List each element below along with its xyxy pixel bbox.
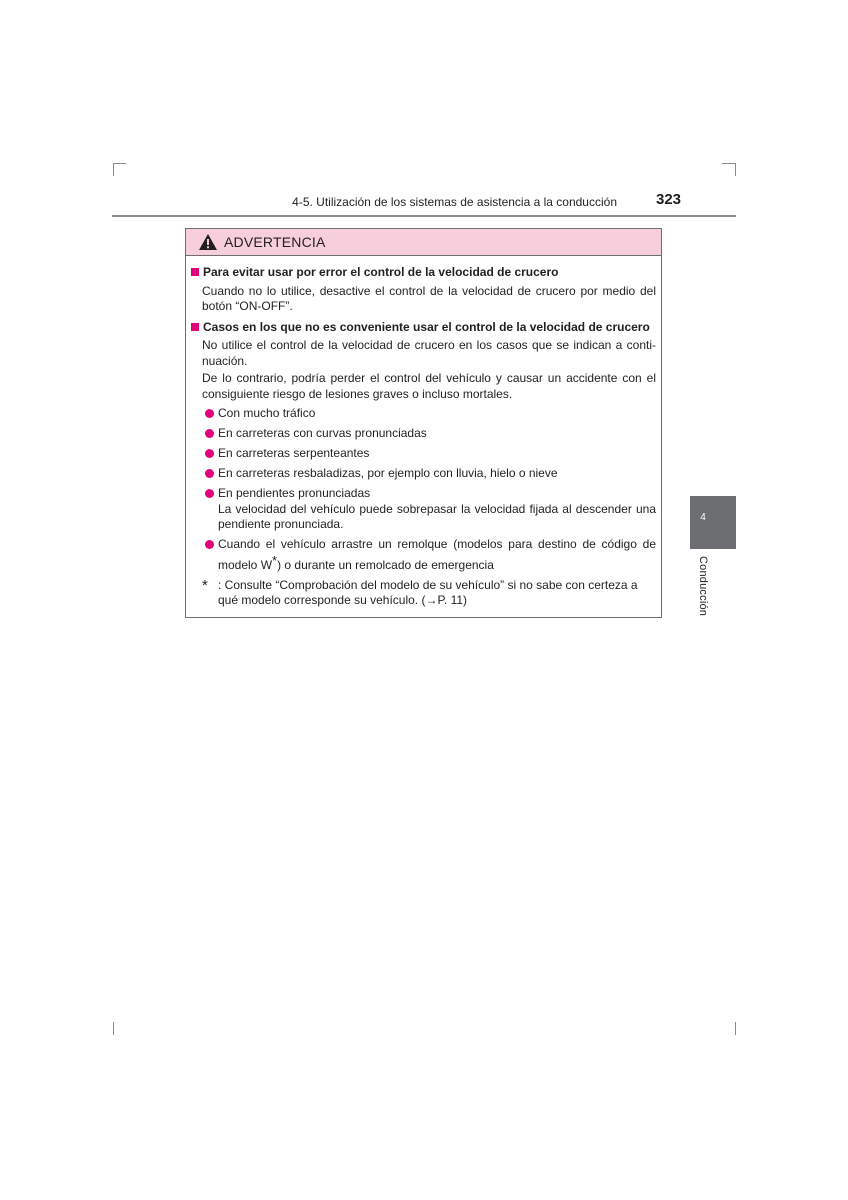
list-item <box>190 537 656 573</box>
list-item-text-block <box>218 537 656 573</box>
crop-mark-bottom-left-v <box>113 1022 114 1035</box>
warning-box <box>185 228 662 618</box>
footnote-text: : Consulte “Comprobación del modelo de su vehículo” si no sabe con certeza a qué modelo corresponde su vehículo. (→P. 11) <box>218 577 638 607</box>
chapter-label: Conducción <box>697 556 709 617</box>
section-heading <box>190 320 656 336</box>
warning-title: ADVERTENCIA <box>224 234 326 250</box>
list-item-text: En carreteras con curvas pronunciadas <box>218 426 427 440</box>
footnote <box>190 578 656 609</box>
square-bullet-icon <box>191 268 199 276</box>
header-rule <box>112 215 736 217</box>
footnote-mark <box>202 578 218 609</box>
list-item-text: En carreteras serpenteantes <box>218 446 370 460</box>
paragraph: No utilice el control de la velocidad de crucero en los casos que se indican a conti-nuación. <box>202 338 656 368</box>
crop-mark-top-right-v <box>735 163 736 176</box>
round-bullet-icon <box>205 449 214 458</box>
list-item-text: En carreteras resbaladizas, por ejemplo con lluvia, hielo o nieve <box>218 466 558 480</box>
list-item-text-block <box>218 486 656 533</box>
warning-triangle-icon <box>198 233 218 251</box>
footnote-marker: * <box>272 552 278 568</box>
list-item <box>190 486 656 533</box>
list-item-text: Con mucho tráfico <box>218 406 316 420</box>
paragraph: Cuando no lo utilice, desactive el control de la velocidad de crucero por medio del botón “ON-OFF”. <box>202 283 656 313</box>
chapter-tab <box>690 496 736 549</box>
crop-mark-top-right-h <box>722 163 735 164</box>
list-item-text-after: ) o durante un remolcado de emergencia <box>277 557 494 572</box>
list-item <box>190 466 656 482</box>
section-heading-text: Casos en los que no es conveniente usar el control de la velocidad de crucero <box>203 319 650 334</box>
list-item <box>190 446 656 462</box>
chapter-number: 4 <box>700 512 706 523</box>
round-bullet-icon <box>205 409 214 418</box>
warning-section <box>190 265 656 315</box>
list-item-detail: La velocidad del vehículo puede sobrepasar la velocidad fijada al descender una pendiente pronunciada. <box>218 501 656 531</box>
warning-body <box>186 256 661 609</box>
section-title: 4-5. Utilización de los sistemas de asistencia a la conducción <box>292 195 617 209</box>
list-item <box>190 406 656 422</box>
warning-header <box>186 229 661 256</box>
section-heading-text: Para evitar usar por error el control de la velocidad de crucero <box>203 265 559 279</box>
warning-section <box>190 320 656 609</box>
crop-mark-bottom-right-v <box>735 1022 736 1035</box>
paragraph: De lo contrario, podría perder el control del vehículo y causar un accidente con el consiguiente riesgo de lesiones graves o incluso mortales. <box>202 371 656 401</box>
section-heading <box>190 265 656 281</box>
page-number: 323 <box>656 191 682 208</box>
crop-mark-top-left-h <box>113 163 126 164</box>
round-bullet-icon <box>205 429 214 438</box>
round-bullet-icon <box>205 469 214 478</box>
list-item-text: Cuando el vehículo arrastre un remolque (modelos para destino de código de modelo W <box>218 537 656 572</box>
round-bullet-icon <box>205 540 214 549</box>
square-bullet-icon <box>191 323 199 331</box>
footnote-star: * <box>202 576 208 594</box>
bullet-list <box>190 406 656 573</box>
round-bullet-icon <box>205 489 214 498</box>
list-item <box>190 426 656 442</box>
crop-mark-top-left-v <box>113 163 114 176</box>
list-item-text: En pendientes pronunciadas <box>218 486 371 500</box>
